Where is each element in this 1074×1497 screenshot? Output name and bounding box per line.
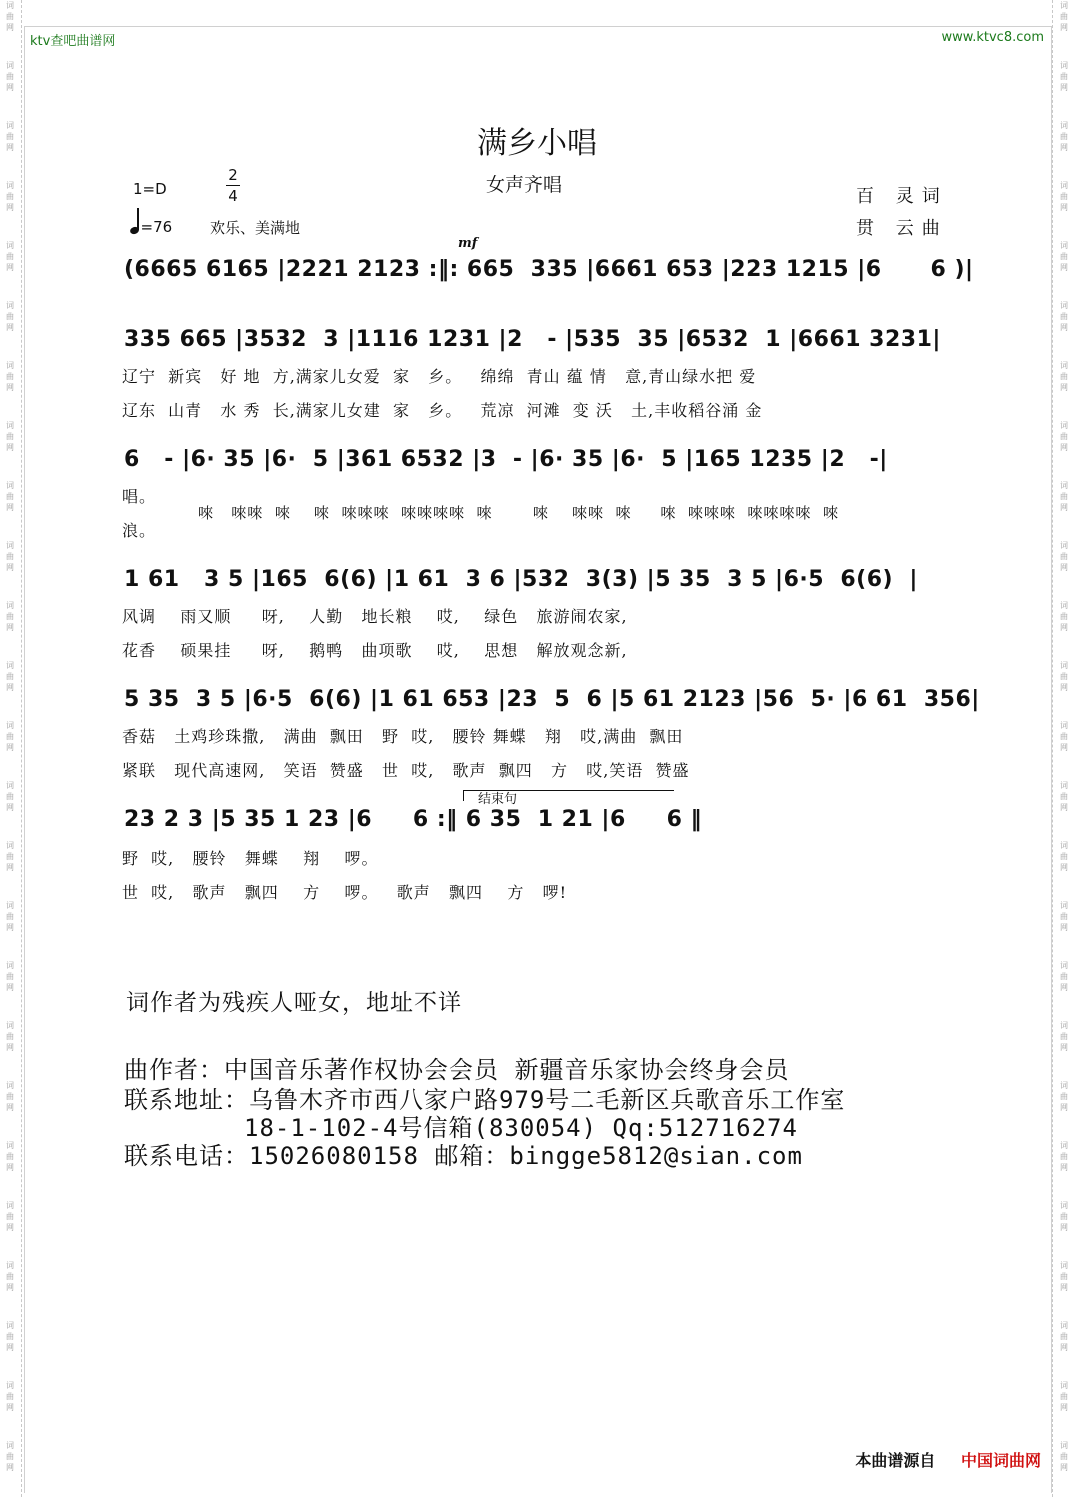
watermark-text: 词 曲 网 [1060,1201,1068,1232]
watermark-text: 词 曲 网 [6,601,14,632]
watermark-text: 词 曲 网 [6,1321,14,1352]
watermark-text: 词 曲 网 [6,421,14,452]
footer-source-label: 本曲谱源自 [855,1451,936,1470]
score-line-1: (6665 6165 |2221 2123 :‖: 665 335 |6661 653 |223 1215 |6 6 )| [124,257,974,282]
time-numerator: 2 [228,166,238,184]
watermark-text: 词 曲 网 [6,901,14,932]
watermark-text: 词 曲 网 [6,961,14,992]
watermark-text: 词 曲 网 [1060,841,1068,872]
lyrics-line-6-verse-2: 世 哎, 歌声 飘四 方 啰。 歌声 飘四 方 啰! [122,883,568,902]
watermark-left [0,0,20,1497]
contact-mailbox: 18-1-102-4号信箱(830054) Qq:512716274 [244,1114,798,1142]
watermark-text: 词 曲 网 [6,241,14,272]
margin-rule-right [1052,0,1053,1497]
song-subtitle: 女声齐唱 [486,174,563,196]
ending-label: 结束句 [478,792,518,807]
watermark-text: 词 曲 网 [6,721,14,752]
watermark-text: 词 曲 网 [1060,1021,1068,1052]
dynamic-marking: mf [458,236,478,251]
footer-source [855,1448,1041,1471]
watermark-text: 词 曲 网 [6,1201,14,1232]
watermark-text: 词 曲 网 [1060,181,1068,212]
watermark-text: 词 曲 网 [6,841,14,872]
watermark-text: 词 曲 网 [1060,241,1068,272]
watermark-text: 词 曲 网 [6,61,14,92]
composer-credit: 贯 云曲 [856,218,948,239]
watermark-text: 词 曲 网 [1060,601,1068,632]
contact-phone: 联系电话：15026080158 邮箱：bingge5812@sian.com [124,1142,803,1170]
score-line-4: 1 61 3 5 |165 6(6) |1 61 3 6 |532 3(3) |5 35 3 5 |6·5 6(6) | [124,567,918,592]
header-site-url[interactable]: www.ktvc8.com [941,30,1044,45]
watermark-text: 词 曲 网 [6,1141,14,1172]
footer-site-link[interactable]: 中国词曲网 [960,1451,1041,1470]
watermark-text: 词 曲 网 [1060,961,1068,992]
tempo-marking: =76 [130,214,172,236]
watermark-text: 词 曲 网 [1060,721,1068,752]
margin-rule-left [21,0,22,1497]
watermark-text: 词 曲 网 [6,1021,14,1052]
watermark-text: 词 曲 网 [6,301,14,332]
score-line-3: 6 - |6· 35 |6· 5 |361 6532 |3 - |6· 35 |6· 5 |165 1235 |2 -| [124,447,888,472]
lyrics-line-4-verse-2: 花香 硕果挂 呀, 鹅鸭 曲项歌 哎, 思想 解放观念新, [122,641,628,660]
lyrics-line-5-verse-2: 紧联 现代高速网, 笑语 赞盛 世 哎, 歌声 飘四 方 哎,笑语 赞盛 [122,761,690,780]
watermark-text: 词 曲 网 [6,121,14,152]
score-line-6: 23 2 3 |5 35 1 23 |6 6 :‖ 6 35 1 21 |6 6 ‖ [124,807,703,832]
score-line-2: 335 665 |3532 3 |1116 1231 |2 - |535 35 |6532 1 |6661 3231| [124,327,941,352]
watermark-text: 词 曲 网 [1060,421,1068,452]
watermark-text: 词 曲 网 [1060,901,1068,932]
watermark-text: 词 曲 网 [6,361,14,392]
watermark-text: 词 曲 网 [1060,541,1068,572]
watermark-text: 词 曲 网 [6,1261,14,1292]
watermark-text: 词 曲 网 [1060,121,1068,152]
watermark-text: 词 曲 网 [1060,1081,1068,1112]
lyrics-line-6-verse-1: 野 哎, 腰铃 舞蝶 翔 啰。 [122,849,379,868]
lyrics-line-3-verse-1: 唱。 [122,487,157,506]
watermark-text: 词 曲 网 [1060,301,1068,332]
lyricist-note: 词作者为残疾人哑女，地址不详 [126,990,462,1016]
watermark-text: 词 曲 网 [1060,661,1068,692]
lyrics-line-3-filler: 唻 唻唻 唻 唻 唻唻唻 唻唻唻唻 唻 唻 唻唻 唻 唻 唻唻唻 唻唻唻唻 唻 [198,504,839,522]
score-line-5: 5 35 3 5 |6·5 6(6) |1 61 653 |23 5 6 |5 61 2123 |56 5· |6 61 356| [124,687,980,712]
watermark-text: 词 曲 网 [1060,361,1068,392]
watermark-text: 词 曲 网 [1060,1441,1068,1472]
watermark-text: 词 曲 网 [1060,1261,1068,1292]
expression-marking: 欢乐、美满地 [210,219,301,237]
watermark-text: 词 曲 网 [6,181,14,212]
watermark-text: 词 曲 网 [1060,1,1068,32]
watermark-text: 词 曲 网 [6,541,14,572]
lyrics-line-2-verse-1: 辽宁 新宾 好 地 方,满家儿女爱 家 乡。 绵绵 青山 蕴 情 意,青山绿水把 爱 [122,367,757,386]
composer-info: 曲作者：中国音乐著作权协会会员 新疆音乐家协会终身会员 [124,1056,790,1084]
watermark-text: 词 曲 网 [6,1441,14,1472]
lyrics-line-2-verse-2: 辽东 山青 水 秀 长,满家儿女建 家 乡。 荒凉 河滩 变 沃 土,丰收稻谷涌 金 [122,401,763,420]
header-site-name[interactable]: ktv查吧曲谱网 [30,34,116,49]
song-title: 满乡小唱 [477,126,597,161]
watermark-text: 词 曲 网 [6,481,14,512]
watermark-text: 词 曲 网 [1060,481,1068,512]
time-signature [226,166,240,205]
watermark-text: 词 曲 网 [1060,781,1068,812]
watermark-text: 词 曲 网 [6,1081,14,1112]
lyrics-line-4-verse-1: 风调 雨又顺 呀, 人勤 地长粮 哎, 绿色 旅游闹农家, [122,607,628,626]
watermark-text: 词 曲 网 [1060,1141,1068,1172]
watermark-text: 词 曲 网 [1060,1321,1068,1352]
watermark-text: 词 曲 网 [6,1,14,32]
contact-address: 联系地址：乌鲁木齐市西八家户路979号二毛新区兵歌音乐工作室 [124,1086,846,1114]
watermark-right [1054,0,1074,1497]
lyrics-line-3-verse-2: 浪。 [122,521,157,540]
watermark-text: 词 曲 网 [6,1381,14,1412]
lyricist-credit: 百 灵词 [856,186,948,207]
watermark-text: 词 曲 网 [1060,61,1068,92]
watermark-text: 词 曲 网 [6,661,14,692]
key-signature: 1=D [133,180,167,198]
time-denominator: 4 [228,187,238,205]
watermark-text: 词 曲 网 [1060,1381,1068,1412]
watermark-text: 词 曲 网 [6,781,14,812]
lyrics-line-5-verse-1: 香菇 土鸡珍珠撒, 满曲 飘田 野 哎, 腰铃 舞蝶 翔 哎,满曲 飘田 [122,727,684,746]
